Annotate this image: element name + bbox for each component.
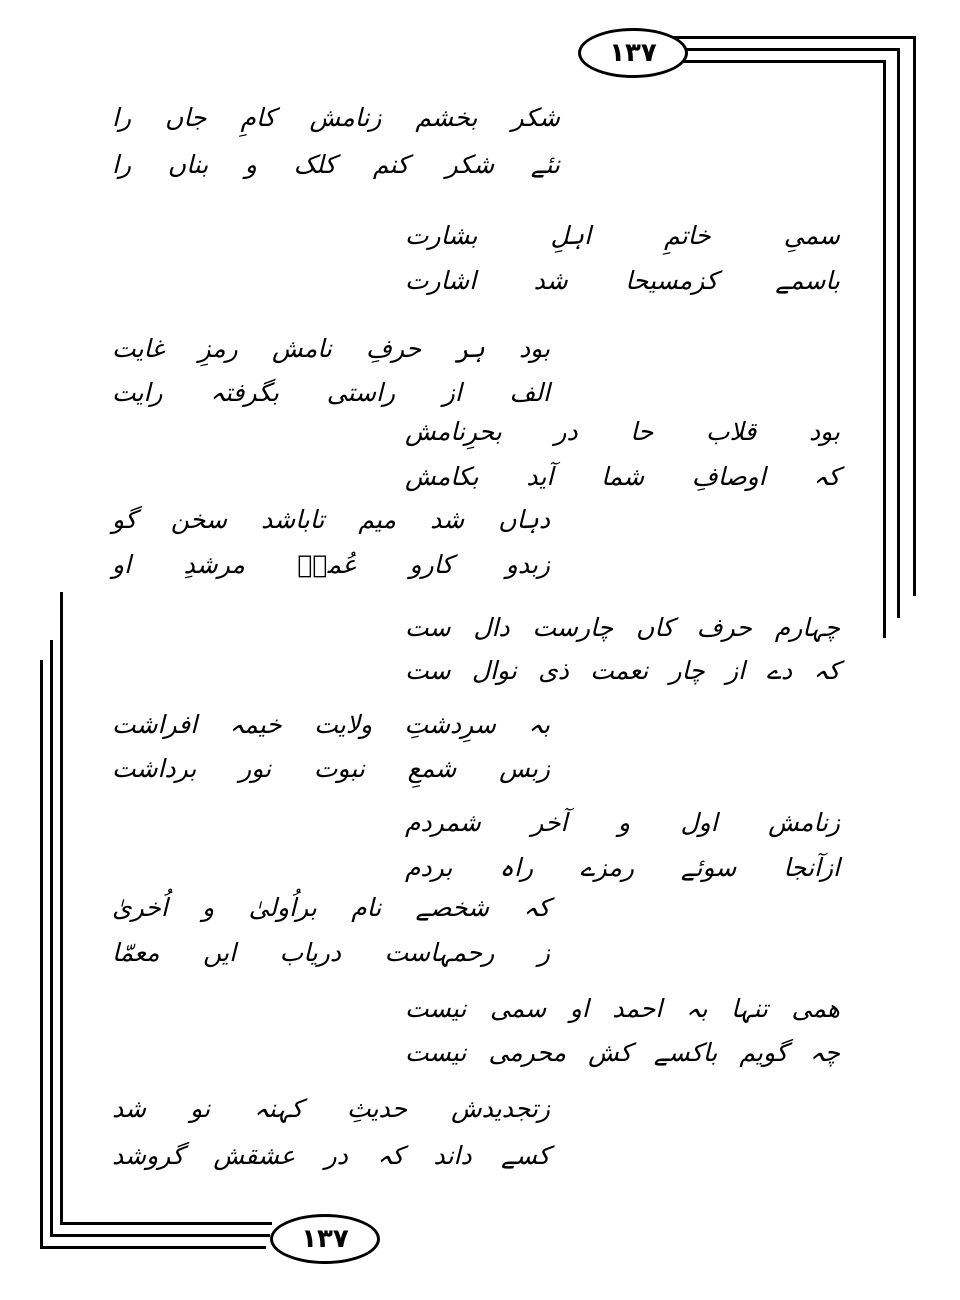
verse-line (112, 542, 550, 586)
verse-word: داند (433, 1140, 472, 1170)
verse-word: ست (405, 655, 451, 685)
verse-word: ازآنجا (783, 852, 840, 882)
verse-word: و (617, 807, 631, 837)
verse-word: خیمہ (229, 709, 282, 739)
verse-word: دریاب (279, 937, 341, 967)
verse-word: بردم (405, 852, 453, 882)
verse-word: سوئے (680, 852, 737, 882)
verse-word: افراشت (112, 709, 198, 739)
verse-word: دہاں (498, 504, 550, 534)
verse-word: سخن (170, 504, 228, 534)
verse-word: حرف (696, 612, 752, 642)
verse-line (405, 800, 840, 844)
verse-line (112, 326, 550, 370)
verse-line (405, 1030, 840, 1074)
verse-word: چارست (532, 612, 614, 642)
verse-word: میم (358, 504, 396, 534)
verse-word: بخشم (415, 102, 478, 132)
verse-line (112, 497, 550, 541)
verse-word: محرمی (488, 1037, 566, 1067)
verse-word: ہر (455, 333, 485, 363)
verse-word: شد (533, 265, 568, 295)
verse-word: کلک (293, 149, 337, 179)
verse-line (405, 258, 840, 302)
verse-word: در (554, 416, 578, 446)
verse-word: ز (537, 937, 550, 967)
verse-word: سرِدشتِ (404, 709, 496, 739)
verse-word: چہ (809, 1037, 840, 1067)
verse-word: براُولیٰ (248, 892, 317, 922)
verse-word: حرفِ (366, 333, 422, 363)
verse-word: شکر (445, 149, 495, 179)
verse-line (405, 986, 840, 1030)
verse-word: نامش (271, 333, 332, 363)
verse-word: سمی (489, 993, 547, 1023)
verse-word: از (726, 655, 746, 685)
verse-word: باسمے (775, 265, 840, 295)
verse-word: اشارت (405, 265, 477, 295)
verse-line (112, 95, 560, 139)
verse-word: کسے (501, 1140, 550, 1170)
verse-word: راہ (499, 852, 534, 882)
verse-word: گروشد (112, 1140, 184, 1170)
verse-word: زتجدیدش (451, 1093, 550, 1123)
verse-word: نوال (471, 655, 517, 685)
verse-word: اوصافِ (691, 461, 766, 491)
verse-word: کہ (813, 655, 840, 685)
verse-line (405, 845, 840, 889)
verse-word: بود (518, 333, 550, 363)
verse-word: ست (405, 612, 451, 642)
verse-word: نبوت (313, 753, 365, 783)
verse-line (405, 454, 840, 498)
verse-line (112, 370, 550, 414)
verse-word: از (442, 377, 462, 407)
verse-line (405, 213, 840, 257)
verse-word: چہارم (774, 612, 840, 642)
verse-word: کہ (377, 1140, 404, 1170)
verse-word: تاباشد (261, 504, 325, 534)
verse-word: ذی (538, 655, 569, 685)
verse-word: عشقش (213, 1140, 296, 1170)
verse-word: کاں (635, 612, 674, 642)
verse-word: جاں (165, 102, 207, 132)
verse-word: مرشدِ (183, 549, 245, 579)
verse-word: دال (473, 612, 510, 642)
verse-word: رحمہاست (384, 937, 495, 967)
verse-word: خاتمِ (664, 220, 711, 250)
verse-line (112, 746, 550, 790)
verse-word: ھمی (791, 993, 840, 1023)
verse-word: شما (601, 461, 645, 491)
verse-word: حا (630, 416, 654, 446)
verse-word: حدیثِ (346, 1093, 408, 1123)
verse-word: کامِ (240, 102, 276, 132)
verse-word: کہنہ (254, 1093, 303, 1123)
verse-word: شکر (511, 102, 560, 132)
verse-word: بہ (528, 709, 550, 739)
verse-word: کزمسیحا (625, 265, 718, 295)
verse-word: زبدو (505, 549, 550, 579)
verse-word: بشارت (405, 220, 478, 250)
verse-line (112, 930, 550, 974)
verse-word: شمعِ (407, 753, 457, 783)
verse-word: نور (239, 753, 272, 783)
verse-word: ولایت (314, 709, 373, 739)
verse-word: آید (526, 461, 554, 491)
verse-word: گویم (739, 1037, 788, 1067)
verse-word: در (324, 1140, 348, 1170)
verse-word: بہ (685, 993, 708, 1023)
verse-word: شد (112, 1093, 147, 1123)
verse-line (405, 409, 840, 453)
verse-word: الف (509, 377, 550, 407)
verse-line (112, 142, 560, 186)
verse-word: رایت (112, 377, 163, 407)
verse-word: او (569, 993, 589, 1023)
verse-word: نیست (405, 993, 467, 1023)
verse-word: شمردم (405, 807, 481, 837)
page-number-top: ۱۳۷ (578, 28, 688, 78)
verse-word: شد (430, 504, 465, 534)
verse-word: احمد (612, 993, 663, 1023)
verse-word: نئے (530, 149, 560, 179)
verse-word: شخصے (415, 892, 490, 922)
verse-word: زنامش (309, 102, 382, 132)
verse-word: بگرفتہ (210, 377, 279, 407)
verse-word: را (112, 149, 132, 179)
verse-word: غایت (112, 333, 165, 363)
verse-word: عُمرؔ (297, 549, 357, 579)
verse-word: بحرِنامش (405, 416, 502, 446)
verse-word: اول (680, 807, 718, 837)
verse-line (112, 702, 550, 746)
verse-word: باکسے (653, 1037, 718, 1067)
verse-word: را (112, 102, 132, 132)
verse-word: کنم (372, 149, 409, 179)
verse-word: کہ (813, 461, 840, 491)
verse-word: تنہا (731, 993, 768, 1023)
verse-line (112, 885, 550, 929)
verse-word: کہ (523, 892, 550, 922)
verse-word: رمزِ (198, 333, 238, 363)
verse-line (112, 1133, 550, 1177)
verse-line (112, 1086, 550, 1130)
verse-word: معمّا (112, 937, 160, 967)
verse-word: رمزے (580, 852, 634, 882)
verse-word: بناں (167, 149, 209, 179)
verse-word: زبس (499, 753, 550, 783)
verse-word: و (202, 892, 215, 922)
verse-word: اہلِ (550, 220, 592, 250)
verse-word: ایں (203, 937, 237, 967)
verse-line (405, 648, 840, 692)
verse-word: دے (766, 655, 793, 685)
verse-word: نیست (405, 1037, 467, 1067)
verse-word: او (112, 549, 132, 579)
verse-word: قلاب (705, 416, 757, 446)
verse-word: زنامش (768, 807, 840, 837)
page-number-bottom: ۱۳۷ (270, 1214, 380, 1264)
verse-word: نعمت (590, 655, 649, 685)
verse-word: برداشت (112, 753, 197, 783)
verse-word: چار (669, 655, 705, 685)
verse-word: نام (351, 892, 382, 922)
verse-word: نو (190, 1093, 211, 1123)
verse-word: اُخریٰ (112, 892, 168, 922)
verse-word: بود (808, 416, 840, 446)
verse-word: بکامش (405, 461, 479, 491)
verse-word: سمیِ (783, 220, 840, 250)
verse-line (405, 605, 840, 649)
verse-word: راستی (326, 377, 396, 407)
verse-word: گو (112, 504, 137, 534)
verse-word: کارو (409, 549, 454, 579)
verse-word: آخر (531, 807, 568, 837)
verse-word: کش (588, 1037, 632, 1067)
verse-word: و (244, 149, 257, 179)
